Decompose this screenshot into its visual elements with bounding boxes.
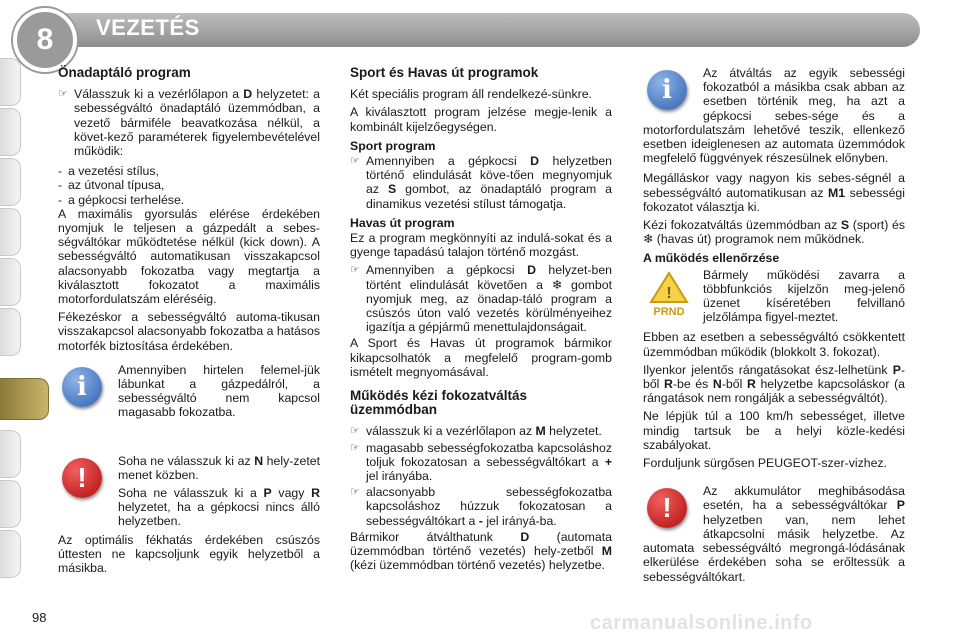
paragraph: Fékezéskor a sebességváltó automa-tikusan visszakapcsol alacsonyabb fokozatba a hatásos motorfék biztosítása érdekében.	[58, 310, 320, 353]
chapter-tab[interactable]	[0, 208, 21, 256]
instruction-bullet: ☞ Amennyiben a gépkocsi D helyzetben történő elindulását köve-tően megnyomjuk az S gombot, az önadaptáló program a dinamikus vezetési stílust támogatja.	[350, 154, 612, 211]
chapter-tab[interactable]	[0, 480, 21, 528]
section-heading: Sport és Havas út programok	[350, 65, 539, 80]
section-heading: Önadaptáló program	[58, 65, 191, 80]
chapter-tab[interactable]	[0, 258, 21, 306]
prnd-warning-icon	[647, 270, 691, 318]
paragraph: A Sport és Havas út programok bármikor kikapcsolhatók a megfelelő program-gomb ismételt megnyomásával.	[350, 336, 612, 379]
watermark: carmanualsonline.info	[590, 612, 813, 634]
list-item: - az útvonal típusa,	[58, 178, 320, 192]
list-item: - a gépkocsi terhelése.	[58, 193, 320, 207]
snowflake-icon: ❄	[551, 277, 563, 292]
paragraph: Megálláskor vagy nagyon kis sebes-ségnél a sebességváltó automatikusan az M1 sebességi fokozatot választja ki.	[643, 171, 905, 214]
subheading: A működés ellenőrzése	[643, 251, 780, 266]
info-icon: i	[62, 367, 102, 407]
warning-icon: !	[62, 458, 102, 498]
instruction-bullet: ☞ Válasszuk ki a vezérlőlapon a D helyzetet: a sebességváltó önadaptáló üzemmódban, a vezető bármiféle beavatkozása nélkül, a követ-kező paraméterek figyelembevételével működik:	[58, 87, 320, 158]
subheading: Havas út program	[350, 215, 455, 230]
snowflake-icon: ❄	[643, 232, 654, 247]
chapter-tab[interactable]	[0, 108, 21, 156]
paragraph: Két speciális program áll rendelkezé-sünkre.	[350, 87, 592, 102]
chapter-tab[interactable]	[0, 430, 21, 478]
warning-note: ! Az akkumulátor meghibásodása esetén, ha a sebességváltókar P helyzetben van, nem lehet átkapcsolni másik helyzetbe. Az automata sebességváltó megrongá-lódásának elkerülése érdekében soha se erőltessük a sebességváltókart.	[643, 484, 905, 584]
paragraph: Forduljunk sürgősen PEUGEOT-szer-vizhez.	[643, 456, 887, 471]
warning-note: ! Soha ne válasszuk ki az N hely-zetet menet közben. Soha ne válasszuk ki a P vagy R helyzetet, ha a gépkocsi nincs álló helyzetben. Az optimális fékhatás érdekében csúszós úttesten ne kapcsoljunk egyik helyzetből a másikba.	[58, 453, 320, 576]
column-right	[643, 62, 905, 590]
instruction-bullet: ☞ válasszuk ki a vezérlőlapon az M helyzetet.	[350, 424, 612, 438]
paragraph: Bármikor átválthatunk D (automata üzemmódban történő vezetés) hely-zetből M (kézi üzemmódban történő vezetés) helyzetbe.	[350, 529, 612, 573]
chapter-tab[interactable]	[0, 530, 21, 578]
paragraph: A maximális gyorsulás elérése érdekében nyomjuk le teljesen a gázpedált a sebes-ségváltókar működtetése nélkül (kick down). A sebességváltó automatikusan visszakapcsol alacsonyabb fokozatba vagy megtartja a kiválasztott fokozatot a maximális motorfordulatszám eléréséig.	[58, 206, 320, 307]
column-left	[58, 62, 320, 581]
chapter-number-badge: 8	[13, 8, 77, 72]
info-note: i Az átváltás az egyik sebességi fokozatból a másikba csak abban az esetben történik meg, ha azt a gépkocsi sebes-sége és a motorfordulatszám lehetővé teszik, ellenkező esetben ideiglenesen az automata üzemmódok megfelelő függvények részesülnek előnyben.	[643, 66, 905, 166]
column-middle	[350, 62, 612, 577]
instruction-bullet: ☞ Amennyiben a gépkocsi D helyzet-ben történt elindulását követően a ❄ gombot nyomjuk meg, az önadap-táló program a csúszós úton való vezetés körülményeihez igazítja a gépjármű menettulajdonságait.	[350, 263, 612, 334]
subheading: Sport program	[350, 138, 436, 153]
info-icon: i	[647, 70, 687, 110]
chapter-tab[interactable]	[0, 58, 21, 106]
svg-text:PRND: PRND	[653, 305, 685, 318]
fault-warning-note: ! PRND Bármely működési zavarra a többfunkciós kijelzőn meg-jelenő üzenet kíséretében felvillanó jelzőlámpa figyel-meztet.	[643, 268, 905, 325]
chapter-tabs	[0, 0, 22, 640]
instruction-bullet: ☞ alacsonyabb sebességfokozatba kapcsoláshoz húzzuk fokozatosan a sebességváltókart a - jel irányá-ba.	[350, 485, 612, 528]
list-item: - a vezetési stílus,	[58, 164, 320, 178]
chapter-tab[interactable]	[0, 308, 21, 356]
paragraph: A kiválasztott program jelzése megje-lenik a kombinált kijelzőegységen.	[350, 105, 612, 134]
paragraph: Kézi fokozatváltás üzemmódban az S (sport) és ❄ (havas út) programok nem működnek.	[643, 218, 905, 247]
svg-text:!: !	[666, 284, 672, 302]
chapter-tab-active[interactable]	[0, 378, 49, 420]
instruction-bullet: ☞ magasabb sebességfokozatba kapcsoláshoz toljuk fokozatosan a sebességváltókart a + jel irányába.	[350, 441, 612, 484]
paragraph: Ez a program megkönnyíti az indulá-sokat és a gyenge tapadású talajon történő mozgást.	[350, 231, 612, 260]
paragraph: Ne lépjük túl a 100 km/h sebességet, illetve mindig tartsuk be a helyi közle-kedési szabályokat.	[643, 409, 905, 452]
section-heading: Működés kézi fokozatváltás üzemmódban	[350, 388, 528, 418]
warning-icon: !	[647, 488, 687, 528]
page-title: VEZETÉS	[96, 15, 200, 40]
page-number: 98	[32, 610, 47, 625]
paragraph: Ilyenkor jelentős rángatásokat ész-lelhetünk P-ből R-be és N-ből R helyzetbe kapcsoláskor (a rángatások nem rongálják a sebességváltót).	[643, 362, 906, 406]
paragraph: Ebben az esetben a sebességváltó csökkentett üzemmódban működik (blokkolt 3. fokozat).	[643, 330, 905, 359]
info-note: i Amennyiben hirtelen felemel-jük lábunkat a gázpedálról, a sebességváltó nem kapcsol magasabb fokozatba.	[58, 363, 320, 424]
chapter-tab[interactable]	[0, 158, 21, 206]
